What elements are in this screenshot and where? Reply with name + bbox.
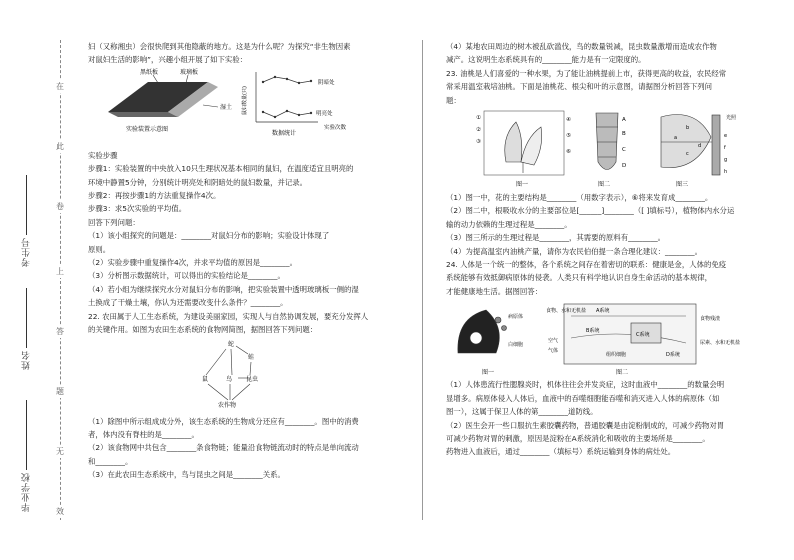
body-figures: [446, 298, 764, 378]
experiment-figures: [88, 67, 406, 149]
q23-question-line: （1）图一中，花的主要结构是________（用数字表示），⑥将来发育成________。: [446, 193, 713, 203]
foodweb-mouse: 鼠: [202, 375, 209, 383]
q22-question-line: 和________。: [88, 456, 133, 466]
air-label: 空气: [548, 338, 559, 345]
seal-char: 题: [56, 387, 64, 396]
q24-question-line: 可减少药物对胃的刺激，原因是淀粉在A系统消化和吸收的主要场所是________。: [446, 433, 710, 443]
fig1-caption: 图一: [516, 181, 529, 189]
seal-char: 卷: [56, 202, 64, 211]
q24-line: 24. 人体是一个统一的整体，各个系统之间存在着密切的联系：健康是金，人体的免疫: [446, 260, 727, 270]
q23-question-line: （3）图三所示的生理过程是________，其需要的原料有________。: [446, 233, 666, 243]
root-label: B: [622, 131, 626, 138]
gas-label: 气体: [548, 348, 559, 355]
flower-label: ④: [566, 117, 571, 124]
step-line: 步骤2：再按步骤1的方法重复操作4次。: [88, 191, 221, 201]
binding-margin: [0, 0, 80, 560]
fig2-caption: 图二: [598, 181, 611, 189]
left-column: [88, 40, 406, 482]
text-line: 对鼠妇生活的影响”，兴趣小组开展了如下实验：: [88, 55, 248, 65]
q23-line: 题：: [446, 95, 461, 105]
steps-title: 实验步骤: [88, 150, 118, 160]
q4-line: 减产。这说明生态系统具有的________能力是有一定限度的。: [446, 55, 646, 65]
answer-intro: 回答下列问题：: [88, 217, 140, 227]
fig24-2-caption: 图二: [616, 369, 629, 377]
q24-question-line: （1）人体患流行性腮腺炎时，机体往往会并发炎症，这时血液中________的数量会明: [446, 380, 725, 390]
seal-char: 效: [56, 507, 64, 516]
q23-line: 23. 油桃是人们喜爱的一种水果，为了能让油桃提前上市，获得更高的收益，农民经常: [446, 68, 727, 78]
q22-question-line: （3）在此农田生态系统中，鸟与昆虫之间是________关系。: [88, 470, 285, 480]
paper-label: 黑纸板: [140, 68, 159, 76]
q24-line: 系统能够有效抵御病原体的侵袭。人类只有科学地认识自身生命活动的基本规律，: [446, 273, 713, 283]
fig24-1-caption: 图一: [482, 369, 495, 377]
flower-label: ⑥: [566, 149, 571, 156]
urine-label: 尿素、水和无机盐: [700, 340, 741, 347]
question-line: （3）分析图示数据统计，可以得出的实验结论是________。: [88, 271, 285, 281]
question-line: （2）实验步骤中重复操作4次，并求平均值的原因是________。: [88, 258, 297, 268]
leaf-label: e: [724, 133, 728, 140]
name-label: 姓名: [20, 288, 33, 370]
school-label: 毕业学校: [20, 400, 33, 512]
chart-xlabel: 实验次数: [324, 124, 347, 131]
soil-front: [108, 112, 178, 117]
food-label: 食物、水和无机盐: [546, 308, 587, 315]
q4-line: （4）某地农田周边的树木被乱砍滥伐，鸟的数量锐减，昆虫数量激增而造成农作物: [446, 42, 717, 51]
setup-caption: 实验装置示意图: [126, 125, 169, 133]
food-web-figure: [88, 337, 406, 415]
foodweb-bird: 鸟: [226, 375, 233, 383]
q24-question-line: 药物进入血液后，通过________（填标号）系统运输到身体的病灶处。: [446, 447, 676, 457]
c-system-label: C系统: [636, 332, 650, 339]
cell-label: 白细胞: [508, 342, 524, 349]
q24-question-line: 图一），这属于保卫人体的第________道防线。: [446, 407, 598, 417]
foodweb-crop: 农作物: [218, 401, 237, 409]
chart-caption: 数据统计: [272, 129, 297, 137]
leaf-label: f: [724, 145, 726, 152]
root-label: D: [622, 163, 627, 170]
fig3-caption: 图三: [676, 181, 689, 189]
step-line: 步骤1：实验装置的中央放入10只生理状况基本相同的鼠妇，在温度适宜且明亮的: [88, 164, 354, 174]
root-label: A: [622, 117, 626, 124]
soil-label: 湿土: [220, 103, 233, 111]
step-line: 步骤3：求5次实验的平均值。: [88, 204, 187, 214]
foodweb-snake: 蛇: [228, 340, 235, 348]
flower-label: ③: [476, 139, 481, 146]
glass-label: 玻璃板: [180, 68, 199, 76]
q23-question-line: （4）为提高温室内油桃产量，请你为农民伯伯提一条合理化建议：________。: [446, 246, 702, 256]
question-line: （1）该小组探究的问题是：________对鼠妇分布的影响；实验设计体现了: [88, 231, 330, 241]
seal-char: 无: [56, 447, 64, 456]
flower-label: ①: [476, 115, 481, 122]
text-line: 妇（又称湘虫）会很快爬到其他隐蔽的地方。这是为什么呢？为探究“非生物因素: [88, 42, 351, 51]
q22-question-line: （2）该食物网中共包含________条食物链；能量沿食物链流动时的特点是单向流动: [88, 443, 359, 453]
question-line: 土换成了干燥土壤，你认为还需要改变什么条件？________。: [88, 298, 288, 308]
chart-ylabel: 鼠妇数量(只): [242, 85, 248, 115]
leaf-label: b: [686, 125, 690, 132]
waste-label: 食物残渣: [700, 316, 721, 323]
foodweb-arrows: [206, 346, 251, 400]
exam-no-label: 考生号: [20, 175, 33, 267]
q22-question-line: （1）除图中所示组成成分外，该生态系统的生物成分还应有________。图中的消费: [88, 416, 359, 426]
experiment-setup-figure: [88, 67, 406, 149]
pathogen-label: 病原体: [508, 314, 524, 321]
seal-char: 上: [56, 267, 64, 276]
leaf-diagram: [661, 115, 720, 176]
q23-line: 常采用温室栽培油桃。下面是油桃花、根尖和叶的示意图，请据图分析回答下列问: [446, 82, 713, 92]
q24-question-line: 显增多。病原体侵入人体后，血液中的吞噬细胞能吞噬和消灭进入人体的病原体（如: [446, 393, 720, 403]
seal-char: 在: [56, 82, 64, 91]
phagocyte-diagram: [458, 310, 507, 353]
a-system-label: A系统: [596, 308, 610, 315]
leaf-label: a: [674, 135, 678, 142]
step-line: 环境中静置5分钟，分别统计明亮处和阴暗处的鼠妇数量，并记录。: [88, 177, 308, 187]
seal-char: 此: [56, 142, 64, 151]
question-line: 原则。: [88, 244, 111, 254]
leaf-label: c: [686, 151, 689, 158]
d-system-label: D系统: [666, 352, 680, 359]
q22-line: 的关键作用。如图为农田生态系统的食物网简图，据图回答下列问题：: [88, 325, 318, 335]
dark-series-label: 阴暗处: [318, 79, 335, 86]
seal-char: 答: [56, 327, 64, 336]
root-label: C: [622, 147, 626, 154]
flower-label: ②: [476, 127, 481, 134]
flower-diagram: [484, 111, 564, 175]
peach-figures: [446, 107, 764, 191]
right-column: [446, 40, 764, 459]
flower-label: ⑤: [566, 133, 571, 140]
q23-question-line: （2）图二中，根吸收水分的主要部位是[______]________（[ ]填标号），植物体内水分运: [446, 206, 735, 216]
q24-line: 才能健康地生活。据图回答：: [446, 286, 543, 296]
q24-question-line: （2）医生会开一些口服抗生素胶囊药物，普通胶囊是由淀粉制成的，可减少药物对胃: [446, 420, 725, 430]
leaf-label: g: [724, 157, 728, 164]
light-series-label: 明亮处: [316, 110, 333, 117]
leaf-label: h: [724, 169, 728, 176]
cells-label: 组织细胞: [606, 352, 627, 359]
foodweb-frog: 蛙: [248, 353, 255, 361]
question-line: （4）若小组为继续探究水分对鼠妇分布的影响，把实验装置中透明玻璃板一侧的湿: [88, 284, 359, 294]
column-divider: [422, 40, 423, 520]
foodweb-insect: 昆虫: [246, 375, 259, 383]
root-tip-diagram: [596, 113, 618, 170]
leaf-light-label: 光照: [726, 115, 737, 122]
b-system-label: B系统: [586, 328, 600, 335]
leaf-label: d: [698, 143, 702, 150]
q23-question-line: 输的动力依赖的生理过程是________。: [446, 219, 572, 229]
q22-question-line: 者，体内没有脊柱的是________。: [88, 429, 199, 439]
q22-line: 22. 农田属于人工生态系统，为建设美丽家园，实现人与自然协调发展，要充分发挥人: [88, 311, 369, 321]
